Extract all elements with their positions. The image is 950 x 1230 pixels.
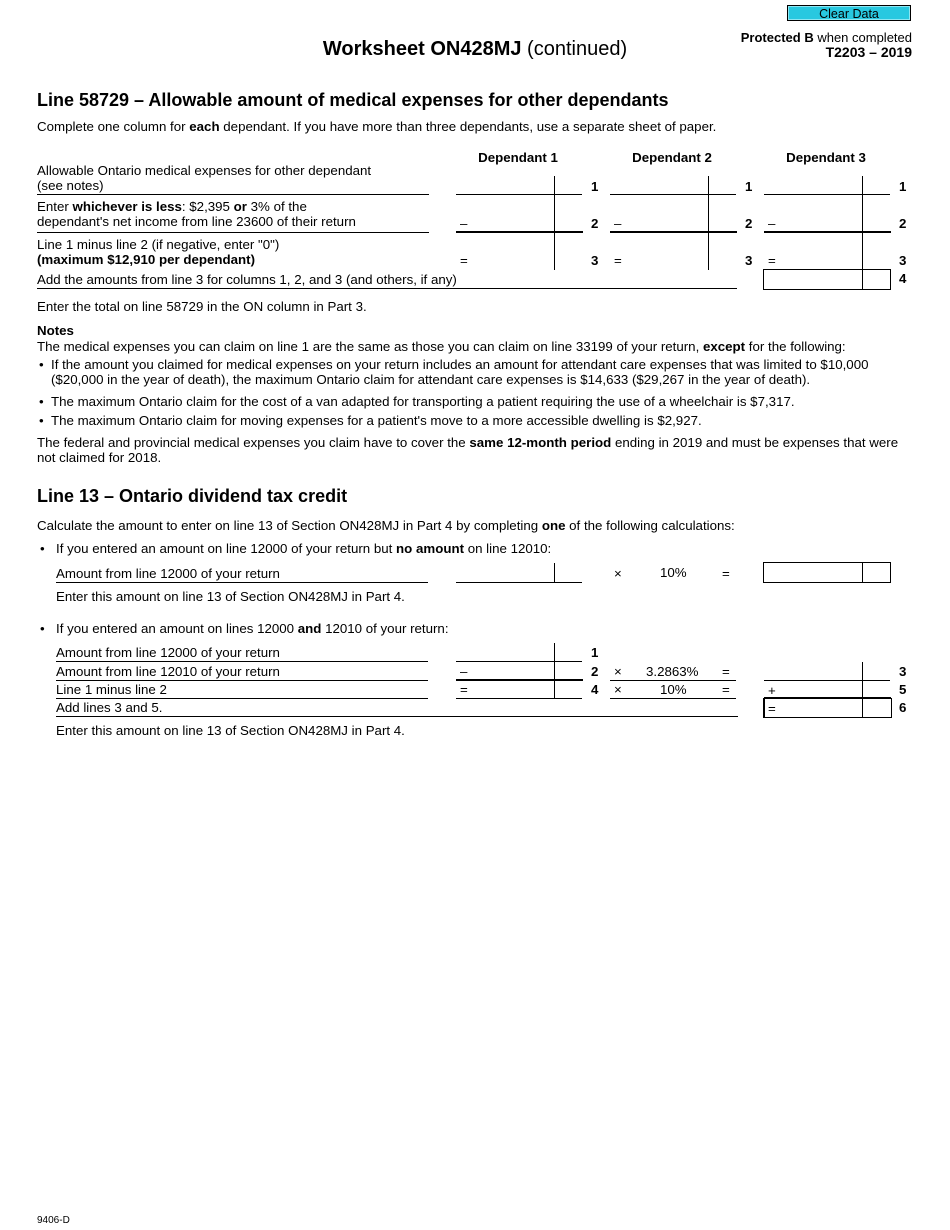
row1-label: Allowable Ontario medical expenses for other dependant (see notes) <box>37 163 372 193</box>
notes-intro: The medical expenses you can claim on line 1 are the same as those you can claim on line 33199 of your return, except for the following: <box>37 339 846 354</box>
case2-line4-field[interactable] <box>456 681 582 698</box>
notes-closing: The federal and provincial medical expenses you claim have to cover the same 12-month period ending in 2019 and must be expenses that were not claimed for 2018. <box>37 435 899 465</box>
row1-rule <box>37 194 429 195</box>
dep1-line2-rule <box>456 231 583 233</box>
case2-times-1: × <box>614 664 622 679</box>
dep3-line-number-1: 1 <box>899 179 907 194</box>
case2-bullet: • <box>40 621 45 636</box>
page-title: Worksheet ON428MJ (continued) <box>322 38 628 60</box>
form-code: 9406-D <box>37 1215 70 1226</box>
dep3-equals: = <box>768 253 776 268</box>
notes-bullet-1: • <box>39 357 44 372</box>
dep3-line3-field[interactable] <box>764 236 890 270</box>
case2-equals-total: = <box>768 701 776 716</box>
dep3-line-number-3: 3 <box>899 253 907 268</box>
row2-rule <box>37 232 429 233</box>
case1-rate: 10% <box>660 565 687 580</box>
case2-row4-rule <box>56 716 738 717</box>
case2-total-cents-divider <box>862 699 863 717</box>
row4-label: Add the amounts from line 3 for columns 1, 2, and 3 (and others, if any) <box>37 272 457 287</box>
notes-bullet-2: • <box>39 394 44 409</box>
case2-rate2-rule <box>610 698 736 699</box>
line4-total-field[interactable] <box>763 269 891 290</box>
dep1-line1-rule <box>456 194 582 195</box>
notes-bullet-3: • <box>39 413 44 428</box>
dep1-line-number-3: 3 <box>591 253 599 268</box>
dep1-line-number-1: 1 <box>591 179 599 194</box>
dep3-line2-field[interactable] <box>764 198 890 232</box>
dep3-line2-rule <box>764 231 891 233</box>
case2-line4-rule <box>456 698 582 699</box>
case2-line-number-2: 2 <box>591 664 599 679</box>
row4-rule <box>37 288 737 289</box>
dep3-line-number-2: 2 <box>899 216 907 231</box>
dep3-line1-rule <box>764 194 890 195</box>
section2-intro: Calculate the amount to enter on line 13 of Section ON428MJ in Part 4 by completing one of the following calculations: <box>37 518 735 533</box>
case2-equals-left: = <box>460 682 468 697</box>
notes-item-1: If the amount you claimed for medical expenses on your return includes an amount for attendant care expenses that was limited to $10,000 ($20,000 in the year of death), the maximum Ontario claim for attendant care expenses is $14,633 ($29,267 in the year of death). <box>51 357 869 387</box>
case2-line-number-4: 4 <box>591 682 599 697</box>
dep2-line-number-1: 1 <box>745 179 753 194</box>
column-header-dependant-2: Dependant 2 <box>632 150 712 165</box>
line-number-4: 4 <box>899 271 907 286</box>
case2-line3-field[interactable] <box>764 662 890 680</box>
case2-line-number-1: 1 <box>591 645 599 660</box>
case2-row3-label: Line 1 minus line 2 <box>56 682 167 697</box>
case2-rate1-rule <box>610 680 736 681</box>
case2-plus: + <box>768 683 776 698</box>
case2-row1-rule <box>56 661 428 662</box>
case2-enter-instruction: Enter this amount on line 13 of Section ON428MJ in Part 4. <box>56 723 405 738</box>
section-heading-58729: Line 58729 – Allowable amount of medical expenses for other dependants <box>37 90 669 110</box>
case2-rate-2: 10% <box>660 682 687 697</box>
case1-enter-instruction: Enter this amount on line 13 of Section ON428MJ in Part 4. <box>56 589 405 604</box>
dep1-line1-field[interactable] <box>456 176 582 194</box>
case1-row-rule <box>56 582 428 583</box>
dep3-line1-field[interactable] <box>764 176 890 194</box>
dep2-minus: – <box>614 216 622 231</box>
case2-minus: – <box>460 664 468 679</box>
dep2-line1-rule <box>610 194 736 195</box>
case2-line-number-6: 6 <box>899 700 907 715</box>
notes-item-2: The maximum Ontario claim for the cost of a van adapted for transporting a patient requiring the use of a wheelchair is $7,317. <box>51 394 795 409</box>
dep2-equals: = <box>614 253 622 268</box>
section-heading-line-13: Line 13 – Ontario dividend tax credit <box>37 486 348 506</box>
section1-intro: Complete one column for each dependant. If you have more than three dependants, use a separate sheet of paper. <box>37 119 717 134</box>
case2-times-2: × <box>614 682 622 697</box>
dep2-line1-field[interactable] <box>610 176 736 194</box>
dep1-equals: = <box>460 253 468 268</box>
case2-row4-label: Add lines 3 and 5. <box>56 700 163 715</box>
dep1-line-number-2: 2 <box>591 216 599 231</box>
protected-notice: Protected B when completed T2203 – 2019 <box>740 30 912 60</box>
dep2-line-number-3: 3 <box>745 253 753 268</box>
enter-total-instruction: Enter the total on line 58729 in the ON column in Part 3. <box>37 299 367 314</box>
case1-result-field[interactable] <box>763 562 891 583</box>
form-number: T2203 – 2019 <box>825 44 912 60</box>
notes-item-3: The maximum Ontario claim for moving expenses for a patient's move to a more accessible dwelling is $2,927. <box>51 413 702 428</box>
case1-text: If you entered an amount on line 12000 of your return but no amount on line 12010: <box>56 541 552 556</box>
case1-bullet: • <box>40 541 45 556</box>
case2-equals-1: = <box>722 664 730 679</box>
row2-label: Enter whichever is less: $2,395 or 3% of the dependant's net income from line 23600 of their return <box>37 199 356 229</box>
case2-row3-rule <box>56 698 428 699</box>
case1-amount-field[interactable] <box>456 563 582 582</box>
case1-times: × <box>614 566 622 581</box>
case2-rate-1: 3.2863% <box>646 664 699 679</box>
case2-row1-label: Amount from line 12000 of your return <box>56 645 280 660</box>
case2-equals-2: = <box>722 682 730 697</box>
dep3-minus: – <box>768 216 776 231</box>
dep2-line2-rule <box>610 231 737 233</box>
line4-cents-divider <box>862 270 863 289</box>
dep2-line-number-2: 2 <box>745 216 753 231</box>
case1-row-label: Amount from line 12000 of your return <box>56 566 280 581</box>
case1-equals: = <box>722 566 730 581</box>
case2-line-number-5: 5 <box>899 682 907 697</box>
dep2-line2-field[interactable] <box>610 198 736 232</box>
dep2-line3-field[interactable] <box>610 236 736 270</box>
clear-data-button[interactable]: Clear Data <box>787 5 911 21</box>
notes-heading: Notes <box>37 323 74 338</box>
case2-line2-field[interactable] <box>456 662 582 680</box>
dep1-line2-field[interactable] <box>456 198 582 232</box>
case1-cents-divider <box>554 563 555 582</box>
case2-line1-field[interactable] <box>456 643 582 661</box>
case1-amount-rule <box>456 582 582 583</box>
case2-line6-field[interactable] <box>763 698 892 718</box>
column-header-dependant-1: Dependant 1 <box>478 150 558 165</box>
case2-row2-label: Amount from line 12010 of your return <box>56 664 280 679</box>
case2-text: If you entered an amount on lines 12000 and 12010 of your return: <box>56 621 449 636</box>
dep1-line3-field[interactable] <box>456 236 582 270</box>
case2-line5-field[interactable] <box>764 681 890 698</box>
column-header-dependant-3: Dependant 3 <box>786 150 866 165</box>
case1-result-cents-divider <box>862 563 863 582</box>
row3-label: Line 1 minus line 2 (if negative, enter "0") (maximum $12,910 per dependant) <box>37 237 280 267</box>
dep1-minus: – <box>460 216 468 231</box>
case2-line-number-3: 3 <box>899 664 907 679</box>
case2-row2-rule <box>56 680 428 681</box>
